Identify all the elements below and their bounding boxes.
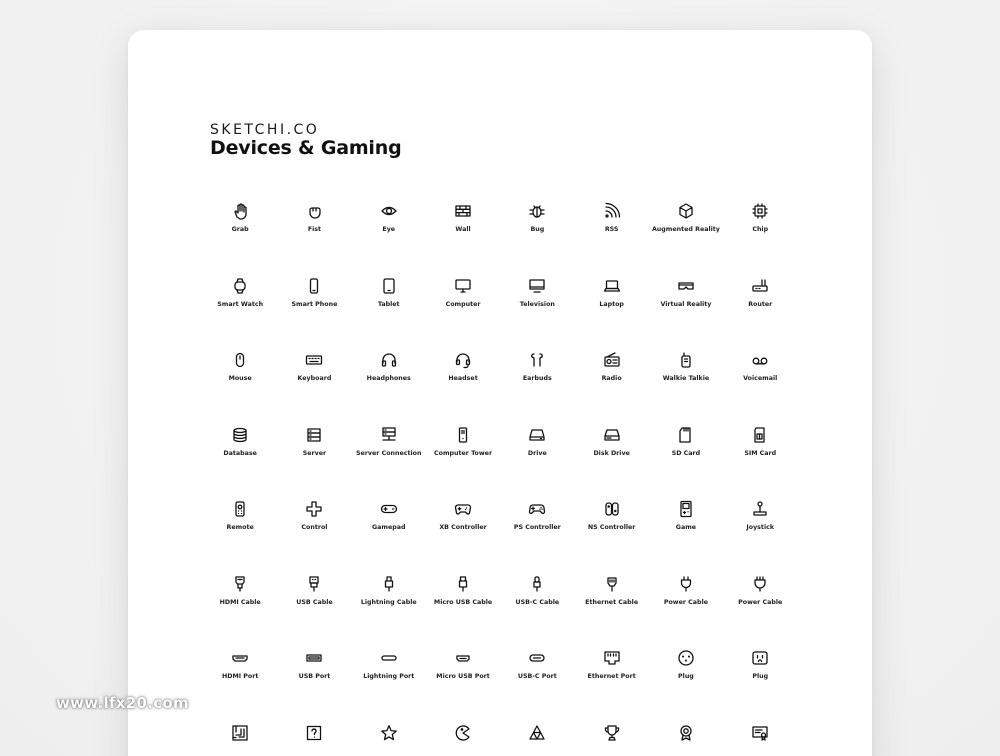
icon-label: NS Controller [587,524,636,531]
tablet-icon [380,277,398,295]
icon-tile [352,649,426,724]
icon-label: Eye [382,226,396,233]
plug-icon [677,649,695,667]
icon-tile [500,724,574,756]
icon-tile [500,351,574,426]
page-title: Devices & Gaming [210,137,402,159]
icon-tile [352,202,426,277]
icon-label: Lightning Cable [360,598,417,606]
wall-icon [454,202,472,220]
icon-label: RSS [604,226,619,233]
icon-label: Gamepad [371,524,406,531]
mouse-icon [231,351,249,369]
icon-tile [574,724,648,756]
icon-tile [574,426,648,501]
sim-card-icon [751,426,769,444]
icon-tile [574,649,648,724]
icon-tile [574,500,648,575]
icon-label: Computer Tower [434,449,493,457]
icon-label: Joystick [746,524,775,531]
icon-tile [649,575,723,650]
icon-tile [352,277,426,352]
server-icon [305,426,323,444]
icon-label: Tablet [377,300,400,308]
hdmi-cable-icon [231,575,249,593]
eye-icon [380,202,398,220]
icon-label: Walkie Talkie [662,375,710,382]
icon-label: PS Controller [513,524,561,531]
icon-tile [203,277,277,352]
star-icon [380,724,398,742]
icon-tile [723,500,797,575]
router-icon [751,277,769,295]
icon-label: HDMI Port [221,673,259,680]
icon-label: HDMI Cable [219,598,261,606]
rss-icon [603,202,621,220]
icon-label: USB Port [298,673,331,680]
icon-label: Bug [530,226,545,233]
icon-label: Chip [752,226,769,233]
icon-label: Augmented Reality [651,226,720,233]
icon-label: USB Cable [296,598,333,606]
icon-tile [723,202,797,277]
icon-tile [426,351,500,426]
icon-label: Drive [527,449,547,457]
icon-label: Ethernet Port [587,673,636,680]
earbuds-icon [528,351,546,369]
icon-label: Wall [455,226,471,233]
icon-label: Game [675,524,697,531]
laptop-icon [603,277,621,295]
brand-name: SKETCHI.CO [210,122,320,138]
icon-label: Router [748,300,773,308]
icon-tile [352,426,426,501]
icon-label: Micro USB Port [436,673,490,680]
icon-label: USB-C Cable [515,598,560,606]
icon-tile [277,649,351,724]
icon-grid [203,202,803,756]
icon-tile [277,575,351,650]
icon-tile [500,500,574,575]
icon-label: Power Cable [663,598,708,606]
icon-tile [649,351,723,426]
triforce-icon [528,724,546,742]
icon-tile [574,575,648,650]
award-badge-icon [677,724,695,742]
icon-label: Virtual Reality [660,300,712,308]
fist-icon [305,202,323,220]
icon-tile [500,202,574,277]
icon-tile [723,426,797,501]
icon-sheet-card [128,30,872,756]
icon-label: Keyboard [297,375,332,382]
lightning-cable-icon [380,575,398,593]
icon-label: Laptop [599,300,624,308]
ns-controller-icon [603,500,621,518]
icon-label: Plug [752,673,769,680]
pacman-icon [454,724,472,742]
server-connection-icon [380,426,398,444]
icon-label: Plug [678,673,694,680]
icon-label: Fist [307,226,322,233]
icon-label: Micro USB Cable [433,598,493,606]
icon-label: USB-C Port [517,673,557,680]
power-cable-alt-icon [751,575,769,593]
game-icon [677,500,695,518]
television-icon [528,277,546,295]
icon-tile [203,351,277,426]
maze-icon [231,724,249,742]
micro-usb-cable-icon [454,575,472,593]
smart-watch-icon [231,277,249,295]
lightning-port-icon [380,649,398,667]
icon-label: Lightning Port [363,673,415,680]
walkie-talkie-icon [677,351,695,369]
icon-label: SIM Card [744,449,777,457]
gamepad-icon [380,500,398,518]
computer-tower-icon [454,426,472,444]
icon-label: Database [223,449,257,457]
icon-label: Headset [448,375,478,382]
radio-icon [603,351,621,369]
usb-port-icon [305,649,323,667]
augmented-reality-icon [677,202,695,220]
icon-tile [352,351,426,426]
icon-tile [500,277,574,352]
icon-tile [426,277,500,352]
icon-tile [426,724,500,756]
disk-drive-icon [603,426,621,444]
icon-tile [277,724,351,756]
icon-tile [426,575,500,650]
icon-tile [500,575,574,650]
icon-label: Smart Watch [217,300,264,308]
icon-label: Grab [231,226,249,233]
ethernet-cable-icon [603,575,621,593]
icon-tile [649,426,723,501]
icon-tile [203,202,277,277]
remote-icon [231,500,249,518]
icon-label: Headphones [366,375,411,382]
icon-tile [649,724,723,756]
icon-tile [723,277,797,352]
joystick-icon [751,500,769,518]
icon-tile [352,575,426,650]
icon-tile [574,277,648,352]
icon-label: XB Controller [439,524,487,531]
smart-phone-icon [305,277,323,295]
icon-tile [277,351,351,426]
icon-label: Control [301,524,328,531]
icon-tile [426,649,500,724]
drive-icon [528,426,546,444]
icon-tile [426,426,500,501]
icon-tile [277,202,351,277]
icon-tile [203,426,277,501]
icon-tile [203,649,277,724]
icon-label: Server Connection [356,449,422,457]
icon-tile [574,351,648,426]
usb-c-cable-icon [528,575,546,593]
ps-controller-icon [528,500,546,518]
icon-tile [426,202,500,277]
headphones-icon [380,351,398,369]
database-icon [231,426,249,444]
usb-c-port-icon [528,649,546,667]
icon-tile [352,500,426,575]
computer-icon [454,277,472,295]
grab-icon [231,202,249,220]
icon-tile [500,426,574,501]
icon-tile [352,724,426,756]
icon-tile [203,575,277,650]
ethernet-port-icon [603,649,621,667]
chip-icon [751,202,769,220]
control-icon [305,500,323,518]
hdmi-port-icon [231,649,249,667]
icon-tile [203,724,277,756]
question-block-icon [305,724,323,742]
power-cable-icon [677,575,695,593]
watermark-text: www.lfx20.com [56,694,189,712]
headset-icon [454,351,472,369]
icon-label: Earbuds [522,375,552,382]
icon-tile [649,277,723,352]
icon-tile [426,500,500,575]
icon-label: Computer [445,300,481,308]
icon-tile [723,724,797,756]
icon-tile [277,426,351,501]
icon-label: Server [302,449,327,457]
xb-controller-icon [454,500,472,518]
virtual-reality-icon [677,277,695,295]
icon-tile [649,202,723,277]
sd-card-icon [677,426,695,444]
plug-alt-icon [751,649,769,667]
icon-tile [723,649,797,724]
icon-label: Radio [601,375,622,382]
certificate-icon [751,724,769,742]
icon-tile [500,649,574,724]
usb-cable-icon [305,575,323,593]
icon-label: Smart Phone [291,300,338,308]
icon-tile [723,575,797,650]
icon-label: Disk Drive [593,449,630,457]
icon-label: Remote [226,524,254,531]
icon-tile [649,649,723,724]
icon-label: Voicemail [743,375,778,382]
icon-tile [277,500,351,575]
icon-tile [574,202,648,277]
trophy-icon [603,724,621,742]
icon-tile [649,500,723,575]
icon-label: Mouse [228,375,252,382]
micro-usb-port-icon [454,649,472,667]
icon-tile [277,277,351,352]
icon-label: Power Cable [738,598,783,606]
icon-tile [203,500,277,575]
keyboard-icon [305,351,323,369]
icon-label: Television [519,300,555,308]
bug-icon [528,202,546,220]
icon-label: SD Card [671,449,701,457]
icon-tile [723,351,797,426]
voicemail-icon [751,351,769,369]
icon-label: Ethernet Cable [585,598,639,606]
